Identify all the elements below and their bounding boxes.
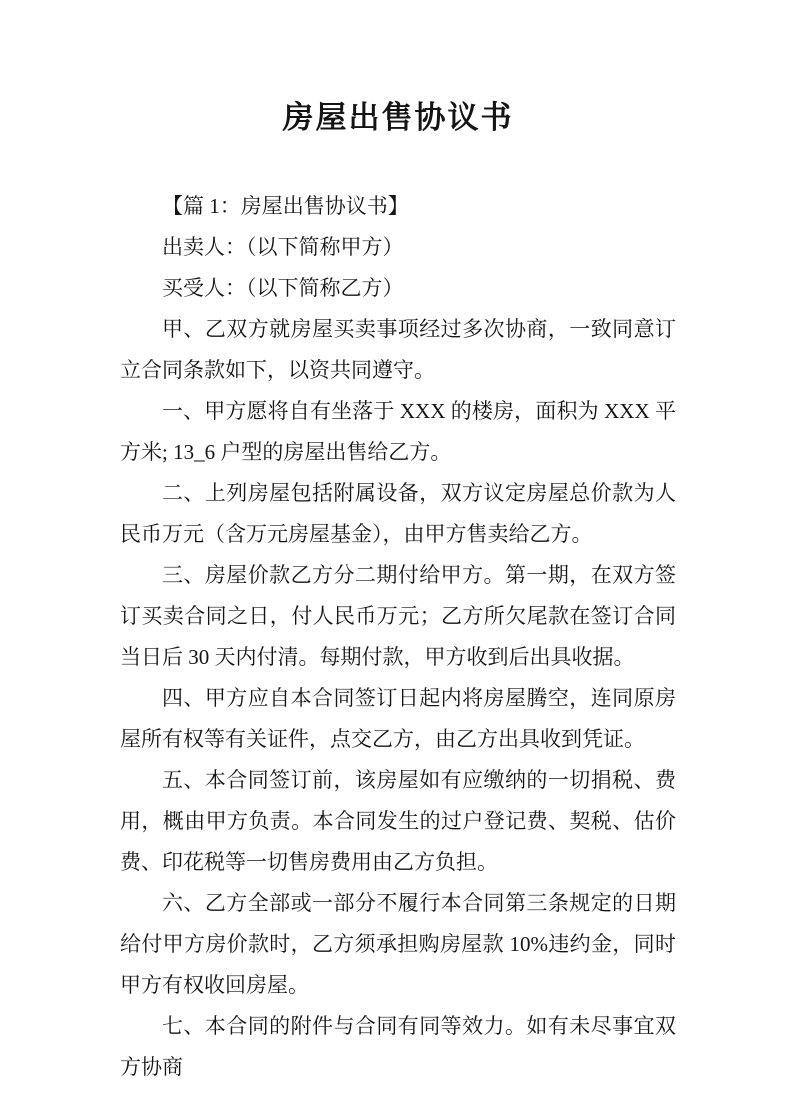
paragraph-clause-6: 六、乙方全部或一部分不履行本合同第三条规定的日期给付甲方房价款时，乙方须承担购房屋款 10%违约金，同时甲方有权收回房屋。 [120, 891, 676, 997]
paragraph-clause-5: 五、本合同签订前，该房屋如有应缴纳的一切捐税、费用，概由甲方负责。本合同发生的过户登记费、契税、估价费、印花税等一切售房费用由乙方负担。 [120, 768, 676, 874]
paragraph-clause-2: 二、上列房屋包括附属设备，双方议定房屋总价款为人民币万元（含万元房屋基金），由甲方售卖给乙方。 [120, 481, 676, 546]
document-title: 房屋出售协议书 [282, 100, 514, 135]
paragraph-seller: 出卖人：（以下简称甲方） [162, 235, 404, 259]
document-body [120, 186, 676, 1088]
paragraph-clause-1: 一、甲方愿将自有坐落于 XXX 的楼房，面积为 XXX 平方米; 13_6 户型的房屋出售给乙方。 [120, 399, 676, 464]
paragraph-clause-3: 三、房屋价款乙方分二期付给甲方。第一期，在双方签订买卖合同之日，付人民币万元；乙方所欠尾款在签订合同当日后 30 天内付清。每期付款，甲方收到后出具收据。 [120, 563, 676, 669]
paragraph-clause-7: 七、本合同的附件与合同有同等效力。如有未尽事宜双方协商 [120, 1014, 676, 1079]
section-heading: 【篇 1：房屋出售协议书】 [162, 194, 409, 218]
paragraph-buyer: 买受人：（以下简称乙方） [162, 276, 404, 300]
paragraph-clause-4: 四、甲方应自本合同签订日起内将房屋腾空，连同原房屋所有权等有关证件，点交乙方，由乙方出具收到凭证。 [120, 686, 676, 751]
paragraph-preamble: 甲、乙双方就房屋买卖事项经过多次协商，一致同意订立合同条款如下，以资共同遵守。 [120, 317, 676, 382]
